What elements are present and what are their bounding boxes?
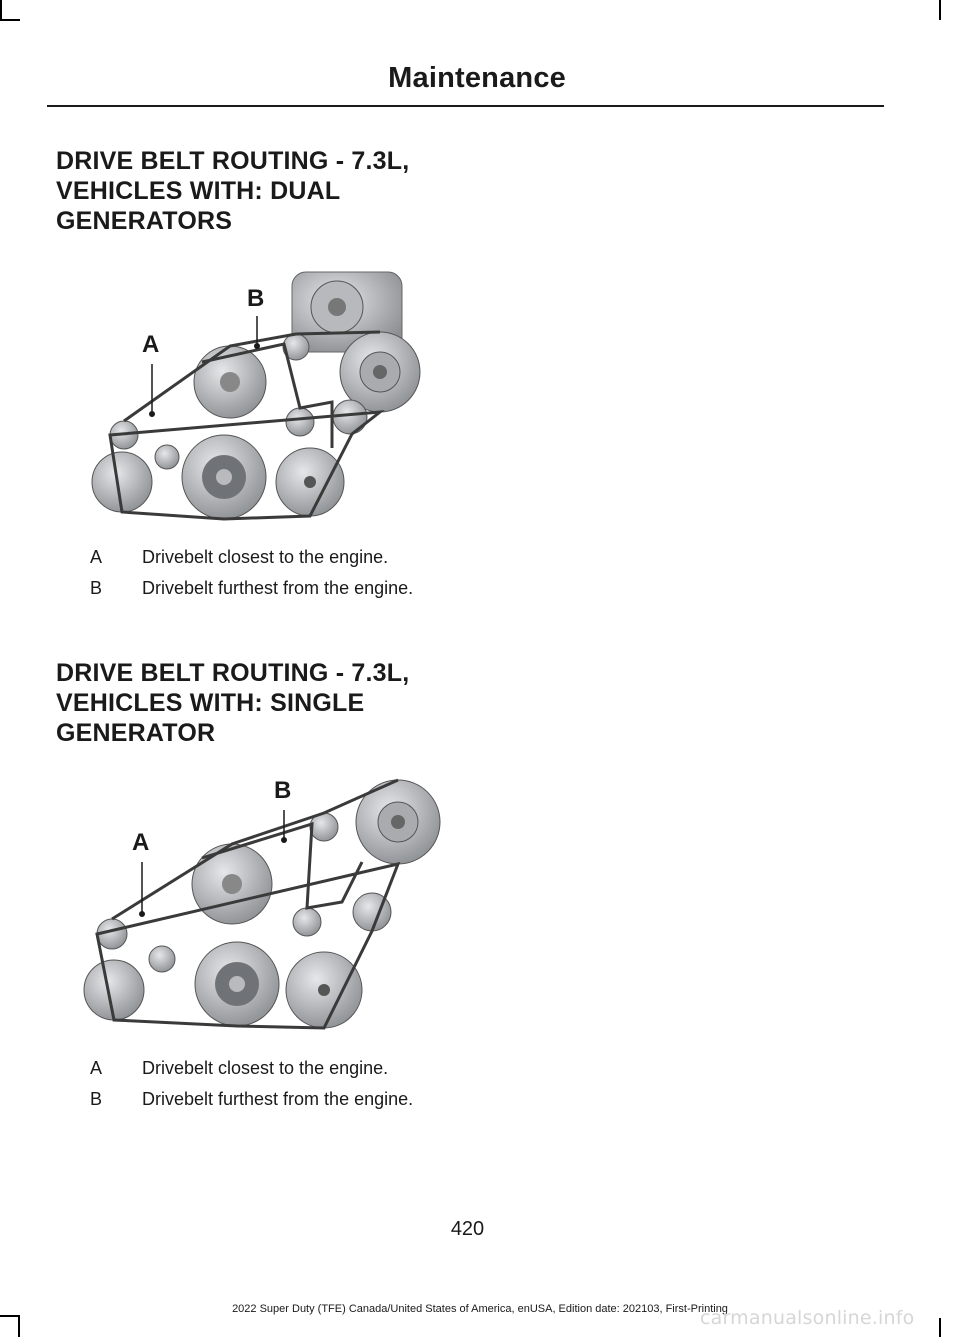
crop-mark	[18, 1315, 20, 1337]
crop-mark	[0, 0, 2, 20]
legend-key: B	[90, 1089, 103, 1109]
legend-description: Drivebelt furthest from the engine.	[142, 1089, 414, 1109]
heading-line: DRIVE BELT ROUTING - 7.3L,	[56, 147, 410, 175]
legend-key: B	[90, 578, 103, 598]
legend-row	[90, 578, 440, 599]
legend-description: Drivebelt furthest from the engine.	[142, 578, 414, 598]
legend-description: Drivebelt closest to the engine.	[142, 547, 389, 567]
ac-compressor	[84, 960, 144, 1020]
figure-legend-single	[90, 1058, 440, 1120]
callout-label-b: B	[274, 777, 292, 804]
callout-label-a: A	[132, 829, 150, 856]
page-header	[0, 62, 935, 95]
legend-description: Drivebelt closest to the engine.	[142, 1058, 389, 1078]
watermark: carmanualsonline.info	[700, 1307, 915, 1329]
section-heading-single	[56, 658, 446, 748]
legend-key: A	[90, 1058, 103, 1078]
header-rule	[47, 105, 884, 107]
heading-line: GENERATOR	[56, 719, 216, 747]
footer-edition-info: 2022 Super Duty (TFE) Canada/United States of America, enUSA, Edition date: 202103, First-Printing	[232, 1303, 728, 1315]
tensioner-pulley	[149, 946, 175, 972]
heading-line: VEHICLES WITH: DUAL	[56, 177, 341, 205]
tensioner-pulley	[286, 408, 314, 436]
crop-mark	[939, 1318, 941, 1337]
header-title: Maintenance	[388, 62, 566, 94]
page-number: 420	[450, 1218, 485, 1240]
crop-mark	[0, 19, 20, 21]
figure-legend-dual	[90, 547, 440, 609]
callout-label-a: A	[142, 331, 160, 358]
heading-line: DRIVE BELT ROUTING - 7.3L,	[56, 659, 410, 687]
heading-line: VEHICLES WITH: SINGLE	[56, 689, 365, 717]
crop-mark	[939, 0, 941, 20]
legend-row	[90, 1089, 440, 1110]
belt-diagram-dual-generator	[62, 252, 446, 534]
belt-diagram-single-generator	[62, 762, 446, 1044]
callout-label-b: B	[247, 285, 265, 312]
tensioner-pulley	[155, 445, 179, 469]
section-heading-dual	[56, 146, 446, 236]
legend-key: A	[90, 547, 103, 567]
heading-line: GENERATORS	[56, 207, 233, 235]
legend-row	[90, 547, 440, 568]
legend-row	[90, 1058, 440, 1079]
tensioner-pulley	[293, 908, 321, 936]
crop-mark	[0, 1315, 20, 1317]
